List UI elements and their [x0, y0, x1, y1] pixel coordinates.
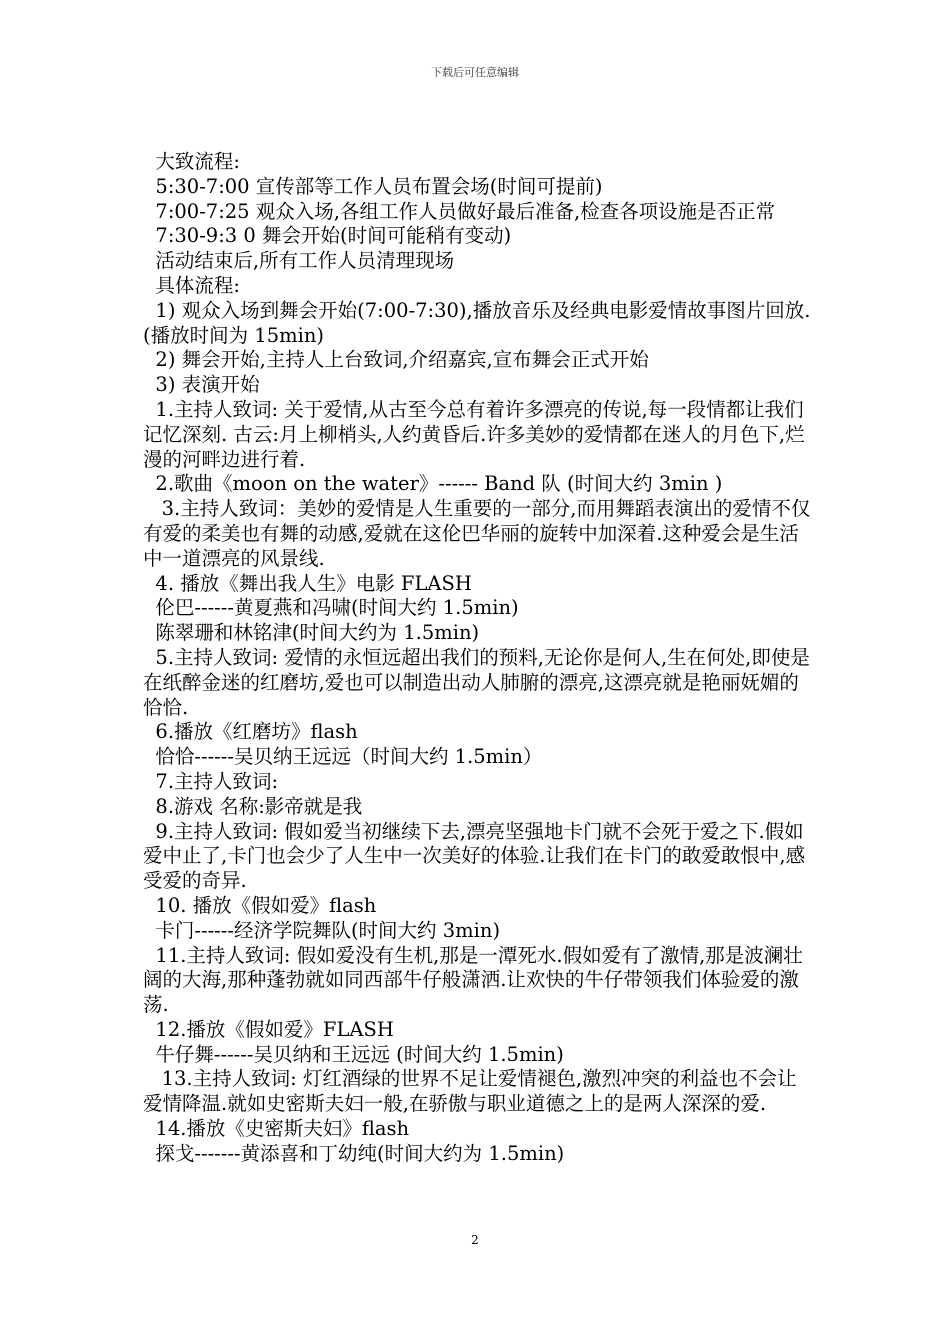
paragraph-line: 伦巴------黄夏燕和冯啸(时间大约 1.5min)	[143, 596, 519, 620]
paragraph-line: 10. 播放《假如爱》flash	[143, 893, 377, 917]
document-body	[143, 150, 811, 1167]
paragraph-line: 3.主持人致词：美妙的爱情是人生重要的一部分,而用舞蹈表演出的爱情不仅有爱的柔美也有舞的动感,爱就在这伦巴华丽的旋转中加深着.这种爱会是生活中一道漂亮的风景线.	[143, 497, 811, 570]
paragraph-line: 陈翠珊和林铭津(时间大约为 1.5min)	[143, 621, 480, 645]
paragraph-line: 7:00-7:25 观众入场,各组工作人员做好最后准备,检查各项设施是否正常	[143, 199, 776, 223]
paragraph-line: 恰恰------吴贝纳王远远（时间大约 1.5min）	[143, 745, 543, 769]
paragraph-line: 3) 表演开始	[143, 373, 260, 397]
paragraph-line: 7:30-9:3 0 舞会开始(时间可能稍有变动)	[143, 224, 512, 248]
paragraph-line: 5:30-7:00 宣传部等工作人员布置会场(时间可提前)	[143, 174, 603, 198]
paragraph-line: 具体流程:	[143, 273, 240, 297]
paragraph-line: 6.播放《红磨坊》flash	[143, 720, 358, 744]
paragraph-line: 13.主持人致词: 灯红酒绿的世界不足让爱情褪色,激烈冲突的利益也不会让爱情降温.就如史密斯夫妇一般,在骄傲与职业道德之上的是两人深深的爱.	[143, 1067, 797, 1116]
paragraph-line: 1.主持人致词: 关于爱情,从古至今总有着许多漂亮的传说,每一段情都让我们记忆深刻. 古云:月上柳梢头,人约黄昏后.许多美妙的爱情都在迷人的月色下,烂漫的河畔边进行着.	[143, 397, 805, 471]
paragraph-line: 探戈-------黄添喜和丁幼纯(时间大约为 1.5min)	[143, 1141, 565, 1165]
paragraph-line: 8.游戏 名称:影帝就是我	[143, 794, 363, 818]
paragraph-line: 9.主持人致词: 假如爱当初继续下去,漂亮坚强地卡门就不会死于爱之下.假如爱中止了,卡门也会少了人生中一次美好的体验.让我们在卡门的敢爱敢恨中,感受爱的奇异.	[143, 819, 806, 893]
paragraph-line: 大致流程:	[143, 150, 240, 173]
paragraph-line: 活动结束后,所有工作人员清理现场	[143, 249, 455, 273]
paragraph-line: 2) 舞会开始,主持人上台致词,介绍嘉宾,宣布舞会正式开始	[143, 348, 649, 372]
paragraph-line: 14.播放《史密斯夫妇》flash	[143, 1117, 410, 1141]
paragraph-line: 2.歌曲《moon on the water》------ Band 队 (时间大约 3min )	[143, 472, 723, 496]
paragraph-line: 牛仔舞------吴贝纳和王远远 (时间大约 1.5min)	[143, 1042, 564, 1066]
page-header: 下载后可任意编辑	[431, 66, 519, 79]
paragraph-line: 12.播放《假如爱》FLASH	[143, 1017, 394, 1041]
paragraph-line: 5.主持人致词: 爱情的永恒远超出我们的预料,无论你是何人,生在何处,即使是在纸醉金迷的红磨坊,爱也可以制造出动人肺腑的漂亮,这漂亮就是艳丽妩媚的恰恰.	[143, 645, 810, 719]
paragraph-line: 4. 播放《舞出我人生》电影 FLASH	[143, 571, 472, 595]
paragraph-line: 7.主持人致词:	[143, 769, 279, 793]
paragraph-line: 11.主持人致词: 假如爱没有生机,那是一潭死水.假如爱有了激情,那是波澜壮阔的大海,那种蓬勃就如同西部牛仔般潇洒.让欢快的牛仔带领我们体验爱的激荡.	[143, 943, 803, 1017]
page-number: 2	[471, 1233, 479, 1247]
paragraph-line: 1) 观众入场到舞会开始(7:00-7:30),播放音乐及经典电影爱情故事图片回放.(播放时间为 15min)	[143, 298, 811, 347]
paragraph-line: 卡门------经济学院舞队(时间大约 3min)	[143, 918, 501, 942]
